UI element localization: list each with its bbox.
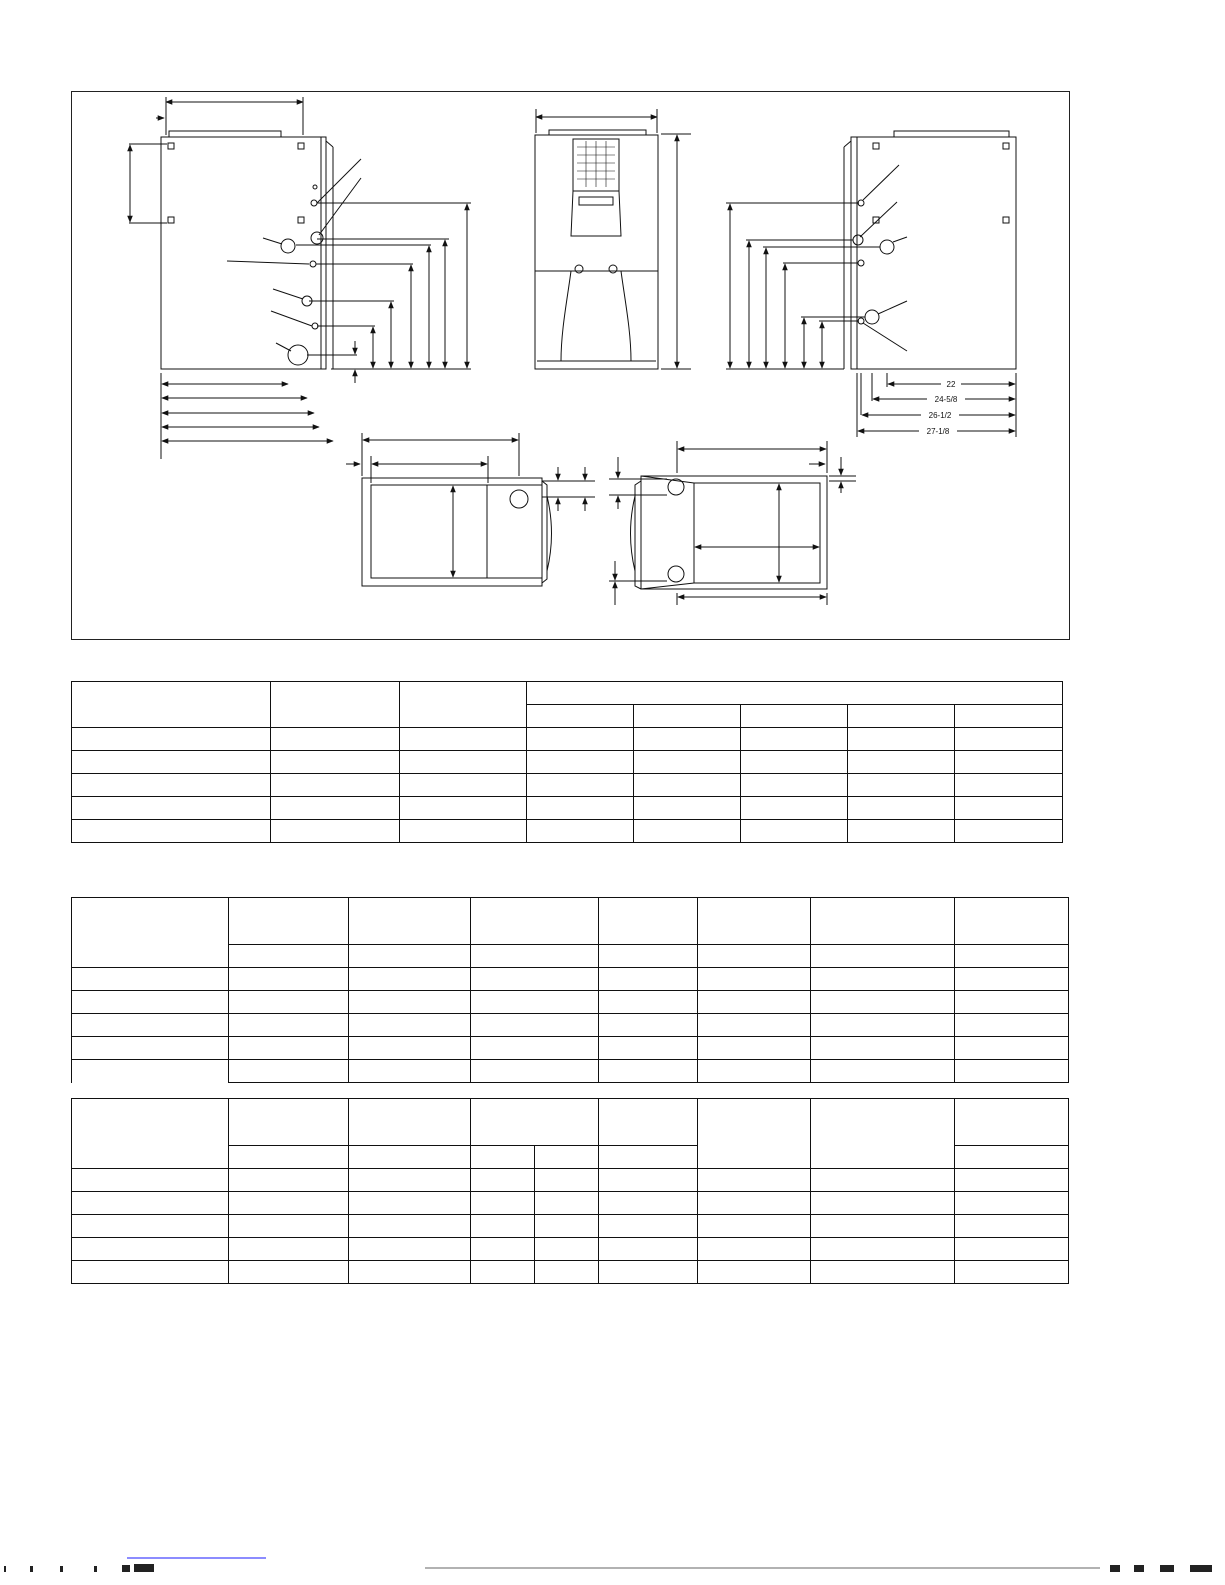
table-header-cell: [229, 898, 349, 945]
table-cell: [400, 774, 527, 797]
specifications-table-lower: [71, 1098, 1069, 1284]
table-cell: [229, 1060, 349, 1083]
table-cell: [599, 1238, 698, 1261]
table-cell: [698, 968, 811, 991]
table-cell: [811, 1014, 955, 1037]
table-cell: [741, 728, 848, 751]
dim-label-24-5-8: 24-5/8: [934, 395, 958, 404]
dimensions-table: [71, 681, 1063, 843]
dimension-drawing-figure: [71, 91, 1070, 640]
table-cell: [72, 1037, 229, 1060]
table-header-cell: [955, 1099, 1069, 1146]
table-cell: [955, 820, 1063, 843]
top-view: [346, 433, 595, 586]
table-cell: [741, 751, 848, 774]
table-header-cell: [349, 945, 471, 968]
table-cell: [634, 751, 741, 774]
table-cell: [349, 1238, 471, 1261]
table-cell: [698, 1192, 811, 1215]
table-cell: [634, 820, 741, 843]
table-header-cell: [634, 705, 741, 728]
table-row: [72, 1169, 1069, 1192]
furnace-dimension-drawing: [72, 92, 1071, 641]
table-cell: [400, 751, 527, 774]
table-cell: [72, 728, 271, 751]
table-cell: [599, 1060, 698, 1083]
dim-label-22: 22: [946, 380, 956, 389]
table-header-cell: [698, 898, 811, 945]
front-view: [535, 109, 691, 369]
table-header-cell: [955, 1146, 1069, 1169]
table-cell: [634, 728, 741, 751]
table-cell: [527, 797, 634, 820]
table-row: [72, 991, 1069, 1014]
table-cell: [698, 1215, 811, 1238]
table-row: [72, 751, 1063, 774]
table-row: [72, 797, 1063, 820]
table-row: [72, 820, 1063, 843]
table-header-row: [72, 1099, 1069, 1146]
table-cell: [271, 751, 400, 774]
table-header-cell: [471, 898, 599, 945]
table-header-cell: [955, 705, 1063, 728]
table-cell: [848, 728, 955, 751]
table-cell: [955, 1238, 1069, 1261]
table-header-cell: [527, 705, 634, 728]
table-cell: [634, 774, 741, 797]
table-header-cell: [471, 1099, 599, 1146]
table-row: [72, 1215, 1069, 1238]
table-cell: [349, 1060, 471, 1083]
table-cell: [349, 968, 471, 991]
table-cell: [527, 820, 634, 843]
table-cell: [535, 1192, 599, 1215]
table-cell: [72, 751, 271, 774]
table-cell: [955, 1014, 1069, 1037]
specifications-table-upper: [71, 897, 1069, 1083]
table-cell: [471, 991, 599, 1014]
table-cell: [811, 1215, 955, 1238]
table-header-cell: [741, 705, 848, 728]
table-header-cell: [72, 682, 271, 728]
table-cell: [599, 1169, 698, 1192]
table-row: [72, 774, 1063, 797]
left-side-view: [129, 97, 471, 459]
table-cell: [599, 1037, 698, 1060]
table-header-cell: [349, 1146, 471, 1169]
table-header-cell: [599, 945, 698, 968]
table-cell: [527, 728, 634, 751]
table-cell: [229, 1014, 349, 1037]
table-cell: [634, 797, 741, 820]
table-header-cell: [400, 682, 527, 728]
table-cell: [271, 728, 400, 751]
table-cell: [349, 1037, 471, 1060]
table-header-cell: [471, 1146, 535, 1169]
table-cell: [471, 1215, 535, 1238]
table-cell: [811, 1037, 955, 1060]
table-cell: [599, 968, 698, 991]
page-footer: [0, 1555, 1225, 1585]
table-cell: [599, 991, 698, 1014]
table-cell: [955, 1037, 1069, 1060]
table-cell: [599, 1014, 698, 1037]
table-cell: [599, 1215, 698, 1238]
dim-label-27-1-8: 27-1/8: [926, 427, 950, 436]
table-header-cell: [599, 1099, 698, 1146]
table-cell: [271, 774, 400, 797]
table-cell: [72, 797, 271, 820]
table-cell: [955, 751, 1063, 774]
table-cell: [848, 820, 955, 843]
table-cell: [848, 751, 955, 774]
table-cell: [955, 1192, 1069, 1215]
table-cell: [698, 1037, 811, 1060]
table-cell: [471, 1169, 535, 1192]
table-cell: [599, 1192, 698, 1215]
table-header-cell: [599, 898, 698, 945]
table-cell: [811, 1060, 955, 1083]
table-cell: [72, 820, 271, 843]
table-cell: [955, 1215, 1069, 1238]
table-cell: [229, 991, 349, 1014]
table-cell: [848, 774, 955, 797]
table-cell: [527, 751, 634, 774]
table-cell: [72, 968, 229, 991]
table-cell: [535, 1215, 599, 1238]
table-cell: [271, 820, 400, 843]
table-row: [72, 1060, 1069, 1083]
table-row: [72, 1014, 1069, 1037]
table-cell: [72, 774, 271, 797]
table-cell: [229, 1238, 349, 1261]
table-cell: [349, 1215, 471, 1238]
table-header-cell: [599, 1146, 698, 1169]
table-cell: [811, 1169, 955, 1192]
table-cell: [72, 1261, 229, 1284]
table-cell: [471, 968, 599, 991]
table-cell: [229, 968, 349, 991]
table-header-cell: [955, 945, 1069, 968]
table-header-cell: [229, 1146, 349, 1169]
table-header-cell: [229, 1099, 349, 1146]
table-cell: [72, 1238, 229, 1261]
table-cell: [72, 991, 229, 1014]
table-cell: [741, 820, 848, 843]
table-header-row: [72, 682, 1063, 705]
table-row: [72, 1037, 1069, 1060]
table-cell: [811, 1192, 955, 1215]
table-cell: [811, 1261, 955, 1284]
table-cell: [400, 820, 527, 843]
table-header-cell: [349, 898, 471, 945]
table-cell: [400, 728, 527, 751]
table-cell: [535, 1261, 599, 1284]
table-header-cell: [271, 682, 400, 728]
table-cell: [400, 797, 527, 820]
table-header-cell: [955, 898, 1069, 945]
table-cell: [535, 1169, 599, 1192]
table-header-cell: [229, 945, 349, 968]
table-cell: [811, 1238, 955, 1261]
table-cell: [229, 1261, 349, 1284]
table-header-cell: [698, 945, 811, 968]
table-cell: [72, 1215, 229, 1238]
table-cell: [229, 1037, 349, 1060]
table-cell: [72, 1060, 229, 1083]
table-cell: [229, 1215, 349, 1238]
table-cell: [72, 1169, 229, 1192]
bottom-view: [609, 441, 856, 605]
table-row: [72, 1261, 1069, 1284]
table-cell: [471, 1060, 599, 1083]
table-cell: [471, 1037, 599, 1060]
table-cell: [955, 728, 1063, 751]
table-cell: [72, 1192, 229, 1215]
table-cell: [229, 1169, 349, 1192]
table-cell: [955, 991, 1069, 1014]
table-header-cell: [72, 1099, 229, 1169]
table-header-cell: [811, 945, 955, 968]
table-cell: [698, 1261, 811, 1284]
table-cell: [599, 1261, 698, 1284]
table-cell: [349, 991, 471, 1014]
table-header-cell: [848, 705, 955, 728]
table-row: [72, 968, 1069, 991]
table-cell: [698, 991, 811, 1014]
table-cell: [811, 991, 955, 1014]
table-cell: [698, 1169, 811, 1192]
table-cell: [811, 968, 955, 991]
table-header-cell: [811, 898, 955, 945]
table-cell: [741, 797, 848, 820]
table-cell: [955, 968, 1069, 991]
table-header-cell: [471, 945, 599, 968]
table-cell: [955, 1261, 1069, 1284]
table-cell: [271, 797, 400, 820]
table-cell: [471, 1014, 599, 1037]
table-row: [72, 1192, 1069, 1215]
table-header-cell: [349, 1099, 471, 1146]
table-cell: [471, 1261, 535, 1284]
table-header-cell: [698, 1099, 811, 1169]
table-cell: [535, 1238, 599, 1261]
table-cell: [349, 1014, 471, 1037]
table-cell: [955, 1169, 1069, 1192]
right-side-view: [726, 131, 1016, 437]
table-row: [72, 728, 1063, 751]
dim-label-26-1-2: 26-1/2: [928, 411, 952, 420]
table-cell: [527, 774, 634, 797]
table-header-cell: [72, 898, 229, 968]
table-cell: [698, 1060, 811, 1083]
table-cell: [349, 1192, 471, 1215]
table-cell: [349, 1169, 471, 1192]
table-header-cell: [527, 682, 1063, 705]
table-cell: [741, 774, 848, 797]
table-header-row: [72, 898, 1069, 945]
table-cell: [698, 1014, 811, 1037]
table-cell: [72, 1014, 229, 1037]
table-row: [72, 1238, 1069, 1261]
table-cell: [955, 774, 1063, 797]
table-cell: [471, 1192, 535, 1215]
table-cell: [955, 797, 1063, 820]
table-cell: [349, 1261, 471, 1284]
table-cell: [471, 1238, 535, 1261]
table-header-cell: [811, 1099, 955, 1169]
table-cell: [229, 1192, 349, 1215]
table-cell: [698, 1238, 811, 1261]
table-cell: [955, 1060, 1069, 1083]
table-header-cell: [535, 1146, 599, 1169]
table-cell: [848, 797, 955, 820]
